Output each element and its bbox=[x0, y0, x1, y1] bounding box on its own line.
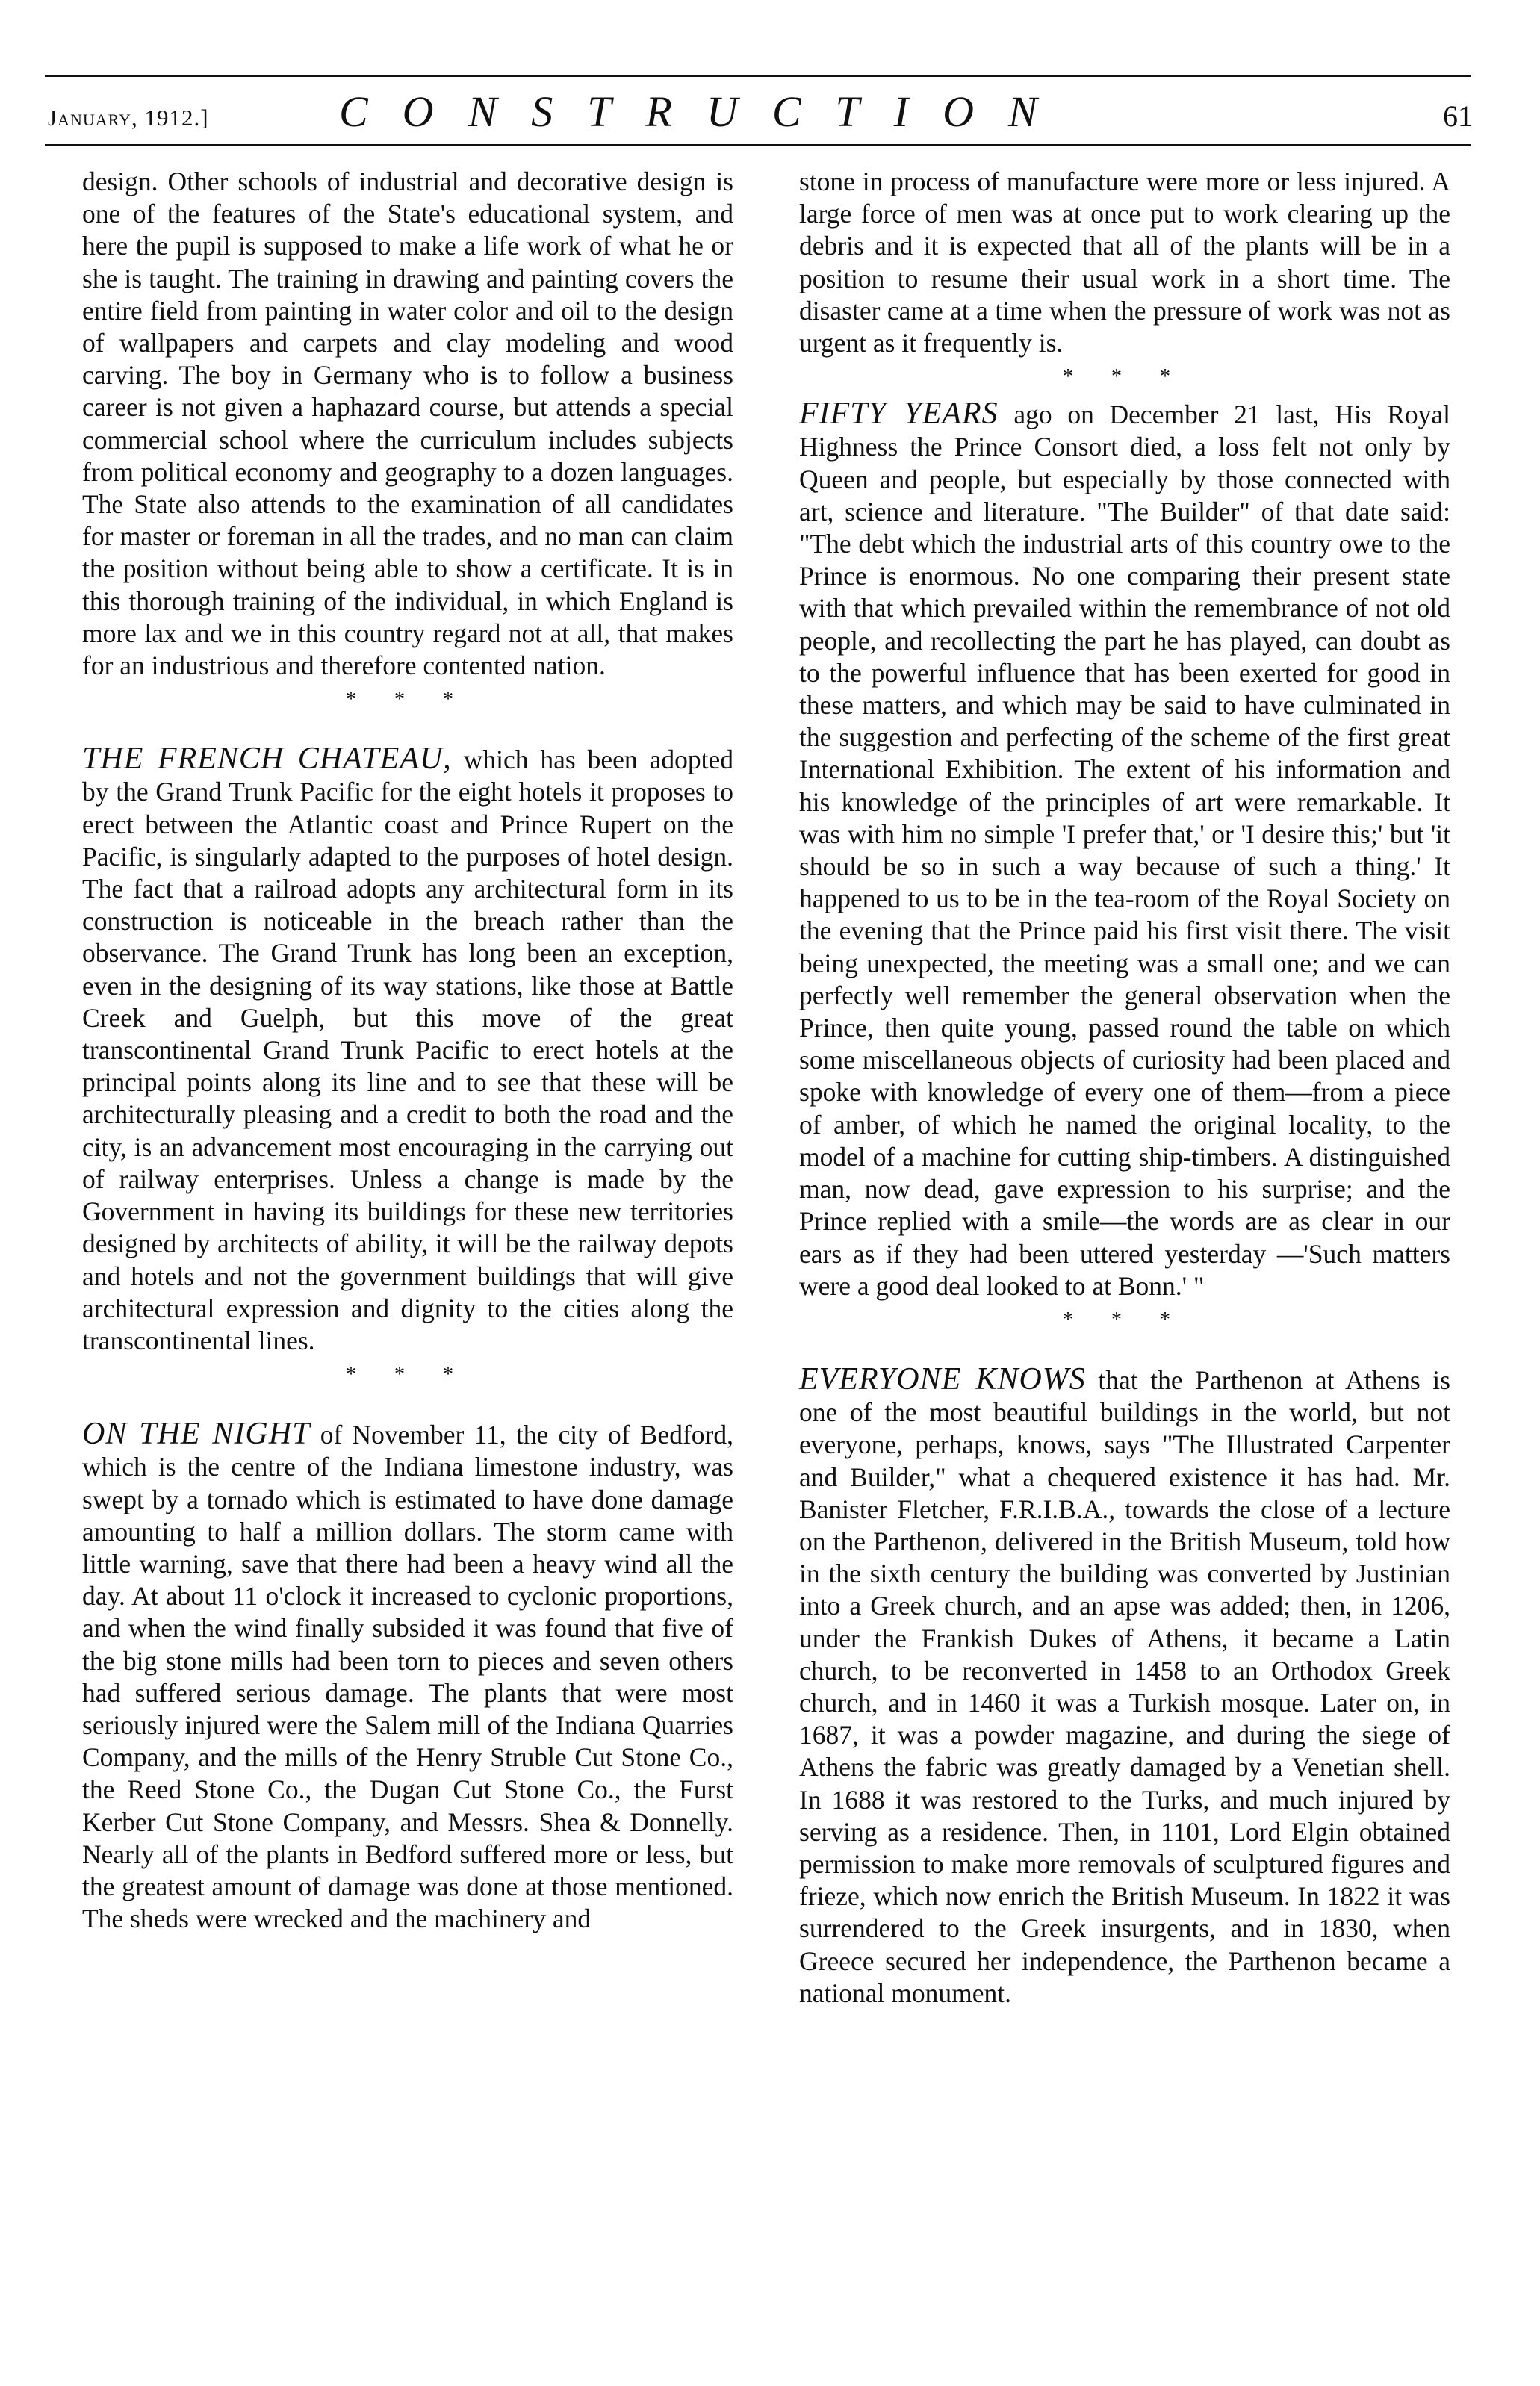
article-lead: THE FRENCH CHATEAU, bbox=[82, 742, 452, 777]
article-lead: EVERYONE KNOWS bbox=[799, 1361, 1086, 1397]
issue-date: January, 1912.] bbox=[48, 105, 209, 131]
article-lead: ON THE NIGHT bbox=[82, 1417, 311, 1452]
magazine-title: CONSTRUCTION bbox=[339, 87, 1072, 136]
left-column bbox=[82, 166, 733, 1935]
article-paragraph: stone in process of manufacture were more or less injured. A large force of men was at once put to work clearing up the debris and it is expected that all of the plants will be in a position to resume their usual work in a short time. The disaster came at a time when the pressure of work was not as urgent as it frequently is. bbox=[799, 167, 1450, 358]
section-separator: * * * bbox=[346, 1363, 470, 1387]
header-rule bbox=[45, 144, 1471, 146]
article-lead: FIFTY YEARS bbox=[799, 397, 999, 432]
section-separator: * * * bbox=[1063, 1308, 1187, 1332]
article-body: ago on December 21 last, His Royal Highness the Prince Consort died, a loss felt not only by Queen and people, but especially by those connected with art, science and literature. "The Builder" of that date said: "The debt which the industrial arts of this country owe to the Prince is enormous. No one comparing their present state with that which prevailed within the remembrance of not old people, and recollecting the part he has played, can doubt as to the powerful influence that has been exerted for good in these matters, and which may be said to have culminated in the suggestion and perfecting of the scheme of the first great International Exhibition. The extent of his information and his knowledge of the principles of art were remarkable. It was with him no simple 'I prefer that,' or 'I desire this;' but 'it should be so in such a way because of such a thing.' It happened to us to be in the tea-room of the Royal Society on the evening that the Prince paid his first visit there. The visit being unexpected, the meeting was a small one; and we can perfectly well remember the general observation when the Prince, then quite young, passed round the table on which some miscellaneous objects of curiosity had been placed and spoke with knowledge of every one of them—from a piece of amber, of which he named the original locality, to the model of a machine for cutting ship-timbers. A distinguished man, now dead, gave expression to his surprise; and the Prince replied with a smile—the words are as clear in our ears as if they had been uttered yesterday —'Such matters were a good deal looked to at Bonn.' " bbox=[799, 400, 1450, 1301]
top-rule bbox=[45, 75, 1471, 77]
article-paragraph: design. Other schools of industrial and decorative design is one of the features of the State's educational system, and here the pupil is supposed to make a life work of what he or she is taught. The training in drawing and painting covers the entire field from painting in water color and oil to the design of wallpapers and carpets and clay modeling and wood carving. The boy in Germany who is to follow a business career is not given a haphazard course, but attends a special commercial school where the curriculum includes subjects from political economy and geography to a dozen languages. The State also attends to the examination of all candidates for master or foreman in all the trades, and no man can claim the position without being able to show a certificate. It is in this thorough training of the individual, in which England is more lax and we in this country regard not at all, that makes for an industrious and therefore contented nation. bbox=[82, 167, 733, 681]
article-paragraph bbox=[82, 743, 733, 1357]
section-separator: * * * bbox=[346, 688, 470, 712]
article-paragraph bbox=[82, 1418, 733, 1935]
article-body: of November 11, the city of Bedford, which is the centre of the Indiana limestone industry, was swept by a tornado which is estimated to have done damage amounting to half a million dollars. The storm came with little warning, save that there had been a heavy wind all the day. At about 11 o'clock it increased to cyclonic proportions, and when the wind finally subsided it was found that five of the big stone mills had been torn to pieces and seven others had suffered serious damage. The plants that were most seriously injured were the Salem mill of the Indiana Quarries Company, and the mills of the Henry Struble Cut Stone Co., the Reed Stone Co., the Dugan Cut Stone Co., the Furst Kerber Cut Stone Company, and Messrs. Shea & Donnelly. Nearly all of the plants in Bedford suffered more or less, but the greatest amount of damage was done at those mentioned. The sheds were wrecked and the machinery and bbox=[82, 1420, 733, 1934]
article-paragraph bbox=[799, 398, 1450, 1302]
page-header bbox=[48, 88, 1473, 140]
article-paragraph bbox=[799, 1361, 1450, 2010]
article-body: which has been adopted by the Grand Trunk Pacific for the eight hotels it proposes to erect between the Atlantic coast and Prince Rupert on the Pacific, is singularly adapted to the purposes of hotel design. The fact that a railroad adopts any architectural form in its construction is noticeable in the breach rather than the observance. The Grand Trunk has long been an exception, even in the designing of its way stations, like those at Battle Creek and Guelph, but this move of the great transcontinental Grand Trunk Pacific to erect hotels at the principal points along its line and to see that these will be architecturally pleasing and a credit to both the road and the city, is an advancement most encouraging in the carrying out of railway enterprises. Unless a change is made by the Government in having its buildings for these new territories designed by architects of ability, it will be the railway depots and hotels and not the government buildings that will give architectural expression and dignity to the cities along the transcontinental lines. bbox=[82, 745, 733, 1355]
article-body: that the Parthenon at Athens is one of the most beautiful buildings in the world, but not everyone, perhaps, knows, says "The Illustrated Carpenter and Builder," what a chequered existence it has had. Mr. Banister Fletcher, F.R.I.B.A., towards the close of a lecture on the Parthenon, delivered in the British Museum, told how in the sixth century the building was converted by Justinian into a Greek church, and an apse was added; then, in 1206, under the Frankish Dukes of Athens, it became a Latin church, to be reconverted in 1458 to an Orthodox Greek church, and in 1460 it was a Turkish mosque. Later on, in 1687, it was a powder magazine, and during the siege of Athens the fabric was greatly damaged by a Venetian shell. In 1688 it was restored to the Turks, and much injured by serving as a residence. Then, in 1101, Lord Elgin obtained permission to make more removals of sculptured figures and frieze, which now enrich the British Museum. In 1822 it was surrendered to the Greek insurgents, and in 1830, when Greece secured her independence, the Parthenon became a national monument. bbox=[799, 1364, 1450, 2008]
page-number: 61 bbox=[1443, 99, 1473, 133]
section-separator: * * * bbox=[1063, 365, 1187, 389]
right-column bbox=[799, 166, 1450, 2010]
